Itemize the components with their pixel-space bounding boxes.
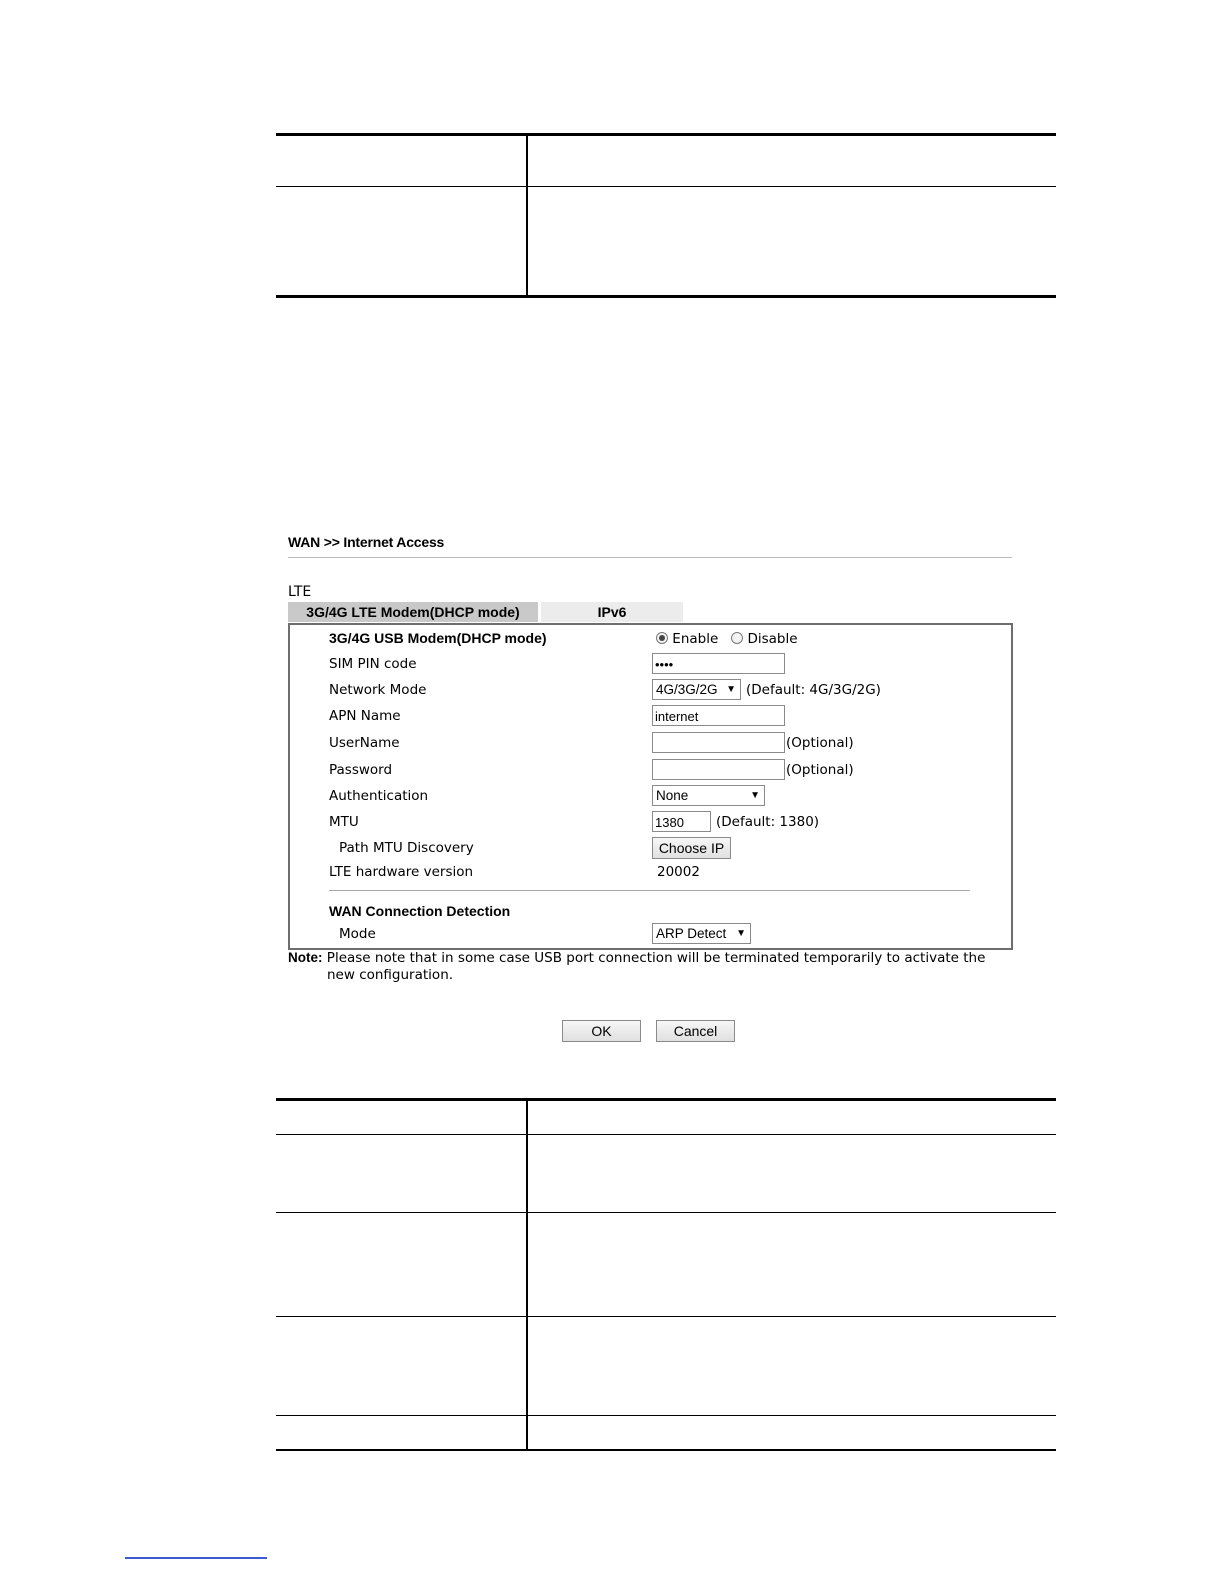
table-row — [276, 1135, 1056, 1213]
mtu-default: (Default: 1380) — [716, 814, 820, 830]
table-column-divider — [526, 136, 528, 298]
table-row — [276, 1213, 1056, 1317]
top-doc-table — [276, 133, 1056, 298]
bottom-doc-table — [276, 1098, 1056, 1453]
lte-settings-form — [288, 623, 1013, 950]
chevron-down-icon: ▼ — [750, 790, 760, 801]
modem-label: 3G/4G USB Modem(DHCP mode) — [329, 630, 547, 646]
apn-name-label: APN Name — [329, 708, 401, 724]
password-optional: (Optional) — [786, 762, 854, 778]
authentication-value: None — [656, 788, 689, 803]
chevron-down-icon: ▼ — [736, 928, 746, 939]
network-mode-value: 4G/3G/2G — [656, 682, 718, 697]
note-line-2: new configuration. — [327, 967, 454, 983]
chevron-down-icon: ▼ — [726, 684, 736, 695]
password-label: Password — [329, 762, 393, 778]
network-mode-default: (Default: 4G/3G/2G) — [746, 682, 881, 698]
section-title: LTE — [288, 584, 312, 600]
mode-label: Mode — [339, 926, 376, 942]
modem-radio-group — [656, 631, 798, 647]
table-column-divider — [526, 1101, 528, 1451]
authentication-select[interactable] — [652, 785, 765, 806]
sim-pin-input[interactable]: •••• — [652, 653, 785, 674]
mtu-input[interactable]: 1380 — [652, 811, 711, 832]
breadcrumb-divider — [288, 557, 1012, 558]
sim-pin-label: SIM PIN code — [329, 656, 417, 672]
section-divider — [329, 890, 970, 891]
username-input[interactable] — [652, 732, 785, 753]
table-bottom-rule — [276, 1449, 1056, 1451]
lte-hw-value: 20002 — [657, 864, 700, 880]
mode-value: ARP Detect — [656, 926, 727, 941]
mtu-label: MTU — [329, 814, 359, 830]
enable-label: Enable — [672, 631, 719, 647]
wan-detection-label: WAN Connection Detection — [329, 903, 511, 919]
password-input[interactable] — [652, 759, 785, 780]
table-row — [276, 1101, 1056, 1135]
mode-select[interactable] — [652, 923, 751, 944]
table-bottom-rule — [276, 295, 1056, 298]
breadcrumb: WAN >> Internet Access — [288, 534, 445, 550]
table-row — [276, 136, 1056, 187]
tab-dhcp-mode[interactable]: 3G/4G LTE Modem(DHCP mode) — [288, 602, 538, 622]
username-optional: (Optional) — [786, 735, 854, 751]
footer-link-rule — [125, 1557, 267, 1559]
username-label: UserName — [329, 735, 400, 751]
ok-button[interactable]: OK — [562, 1020, 641, 1042]
note-line-1: Please note that in some case USB port connection will be terminated temporarily to activate the — [326, 950, 986, 966]
choose-ip-button[interactable]: Choose IP — [652, 837, 731, 859]
disable-label: Disable — [747, 631, 798, 647]
tab-ipv6[interactable]: IPv6 — [541, 602, 683, 622]
cancel-button[interactable]: Cancel — [656, 1020, 735, 1042]
authentication-label: Authentication — [329, 788, 429, 804]
note-prefix: Note: — [288, 950, 323, 965]
table-row — [276, 1317, 1056, 1416]
path-mtu-label: Path MTU Discovery — [339, 840, 474, 856]
lte-hw-label: LTE hardware version — [329, 864, 474, 880]
apn-name-input[interactable]: internet — [652, 705, 785, 726]
note-text — [288, 949, 1012, 984]
network-mode-label: Network Mode — [329, 682, 427, 698]
disable-radio[interactable] — [731, 632, 743, 644]
network-mode-select[interactable] — [652, 679, 741, 700]
enable-radio[interactable] — [656, 632, 668, 644]
